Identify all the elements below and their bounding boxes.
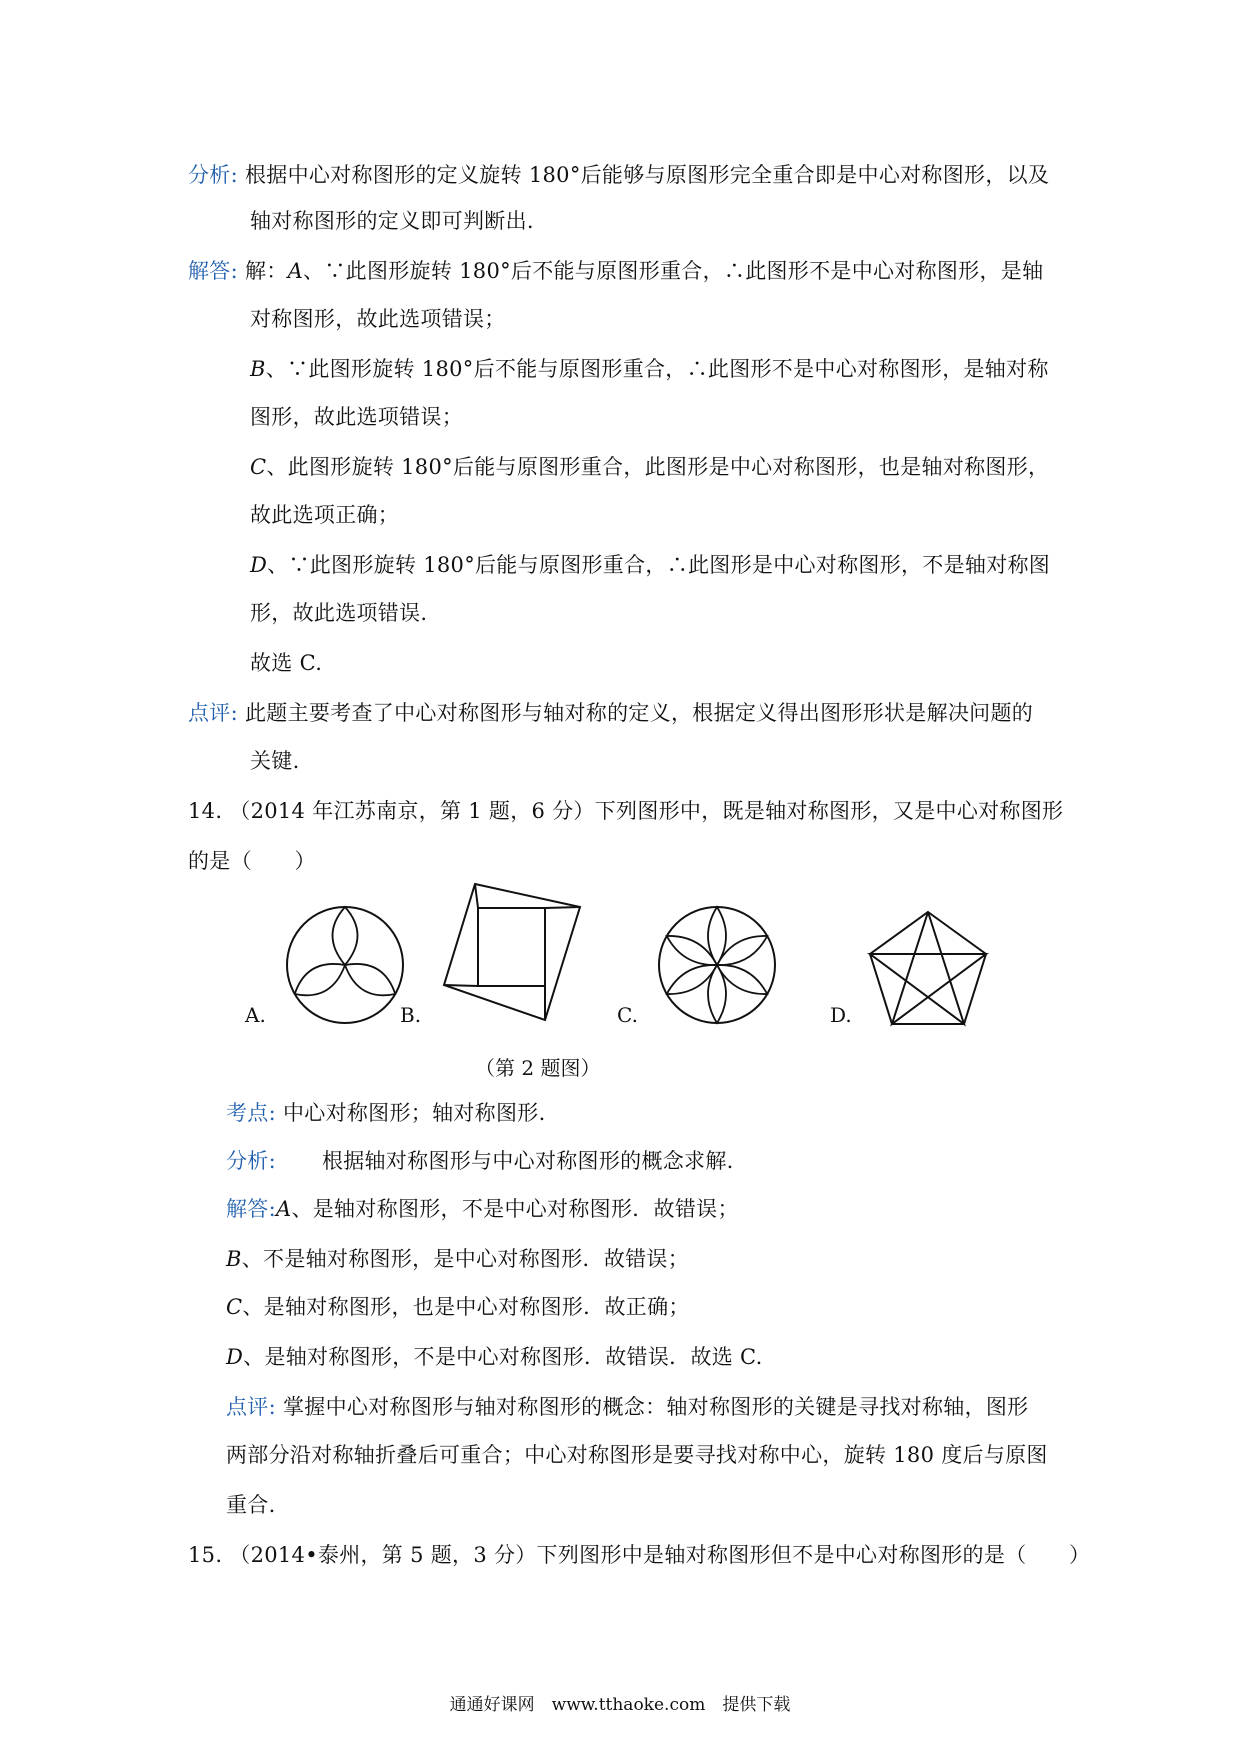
- q14-option-b-text: 、不是轴对称图形，是中心对称图形．故错误；: [241, 1247, 690, 1271]
- q14-option-letter-a: A: [275, 1197, 292, 1221]
- answer-prefix: 解：: [244, 259, 288, 283]
- figure-b-pinwheel-square: [440, 880, 590, 1030]
- q14-option-c-line: [226, 1292, 690, 1322]
- figure-label-a: A.: [245, 1003, 266, 1027]
- q14-answer-tag: 解答:: [226, 1197, 276, 1221]
- analysis-text: 根据中心对称图形的定义旋转 180°后能够与原图形完全重合即是中心对称图形，以及: [244, 163, 1050, 187]
- kaodian-text: 中心对称图形；轴对称图形.: [282, 1101, 546, 1125]
- q14-analysis-text: 根据轴对称图形与中心对称图形的概念求解.: [321, 1149, 734, 1173]
- option-b-text: 、∵此图形旋转 180°后不能与原图形重合，∴此图形不是中心对称图形，是轴对称: [265, 357, 1049, 381]
- option-letter-a: A: [287, 259, 304, 283]
- analysis-line-1: [188, 160, 1049, 190]
- q14-answer-line: [226, 1194, 739, 1224]
- figure-caption: （第 2 题图）: [475, 1056, 601, 1080]
- q14-option-c-text: 、是轴对称图形，也是中心对称图形．故正确；: [242, 1295, 690, 1319]
- q14-stem-line-1: 14. （2014 年江苏南京，第 1 题，6 分）下列图形中，既是轴对称图形，又是中心对称图形: [188, 799, 1064, 823]
- q14-option-d-text: 、是轴对称图形，不是中心对称图形．故错误．故选 C.: [243, 1345, 763, 1369]
- option-b-line-2: 图形，故此选项错误；: [250, 405, 463, 429]
- answer-line-1: [188, 256, 1043, 286]
- figure-a-circle-three-lenses: [280, 900, 410, 1030]
- q14-comment-line-3: 重合.: [226, 1493, 276, 1517]
- q15-stem: 15. （2014•泰州，第 5 题，3 分）下列图形中是轴对称图形但不是中心对称图形的是（ ）: [188, 1543, 1091, 1567]
- q14-comment-line-2: 两部分沿对称轴折叠后可重合；中心对称图形是要寻找对称中心，旋转 180 度后与原图: [226, 1443, 1048, 1467]
- q14-analysis-tag: 分析:: [226, 1149, 276, 1173]
- q14-option-b-line: [226, 1244, 689, 1274]
- figure-label-d: D.: [830, 1003, 852, 1027]
- kaodian-line: [226, 1098, 546, 1128]
- option-b-line-1: [250, 354, 1049, 384]
- answer-tag: 解答:: [188, 259, 238, 283]
- kaodian-tag: 考点:: [226, 1101, 276, 1125]
- option-c-line-1: [250, 452, 1049, 482]
- option-d-text: 、∵此图形旋转 180°后能与原图形重合，∴此图形是中心对称图形，不是轴对称图: [267, 553, 1051, 577]
- analysis-tag: 分析:: [188, 163, 238, 187]
- q14-comment-tag: 点评:: [226, 1395, 276, 1419]
- q14-comment-text: 掌握中心对称图形与轴对称图形的概念：轴对称图形的关键是寻找对称轴，图形: [282, 1395, 1029, 1419]
- answer-text: 、∵此图形旋转 180°后不能与原图形重合，∴此图形不是中心对称图形，是轴: [303, 259, 1044, 283]
- q14-option-letter-c: C: [226, 1295, 243, 1319]
- figure-d-pentagram-pentagon: [866, 908, 991, 1033]
- q14-option-a-text: 、是轴对称图形，不是中心对称图形．故错误；: [291, 1197, 739, 1221]
- option-d-line-2: 形，故此选项错误.: [250, 601, 428, 625]
- option-c-line-2: 故此选项正确；: [250, 503, 400, 527]
- option-letter-d: D: [250, 553, 268, 577]
- option-letter-c: C: [250, 455, 267, 479]
- option-c-text: 、此图形旋转 180°后能与原图形重合，此图形是中心对称图形，也是轴对称图形，: [266, 455, 1050, 479]
- comment-text: 此题主要考查了中心对称图形与轴对称的定义，根据定义得出图形形状是解决问题的: [244, 701, 1034, 725]
- figure-label-c: C.: [617, 1003, 638, 1027]
- q14-analysis-line: [226, 1146, 734, 1176]
- comment-line-1: [188, 698, 1033, 728]
- figure-c-six-petal-flower: [652, 900, 782, 1030]
- option-d-line-1: [250, 550, 1050, 580]
- answer-line-2: 对称图形，故此选项错误；: [250, 307, 506, 331]
- q14-comment-line-1: [226, 1392, 1028, 1422]
- figure-label-b: B.: [400, 1003, 422, 1027]
- q14-option-letter-d: D: [226, 1345, 244, 1369]
- page-footer: 通通好课网 www.tthaoke.com 提供下载: [449, 1695, 791, 1715]
- q14-stem-line-2: 的是（ ）: [188, 849, 316, 873]
- q14-option-d-line: [226, 1342, 763, 1372]
- q14-option-letter-b: B: [226, 1247, 242, 1271]
- option-letter-b: B: [250, 357, 266, 381]
- comment-tag: 点评:: [188, 701, 238, 725]
- comment-line-2: 关键.: [250, 749, 300, 773]
- choose-line: 故选 C.: [250, 651, 323, 675]
- analysis-line-2: 轴对称图形的定义即可判断出.: [250, 209, 534, 233]
